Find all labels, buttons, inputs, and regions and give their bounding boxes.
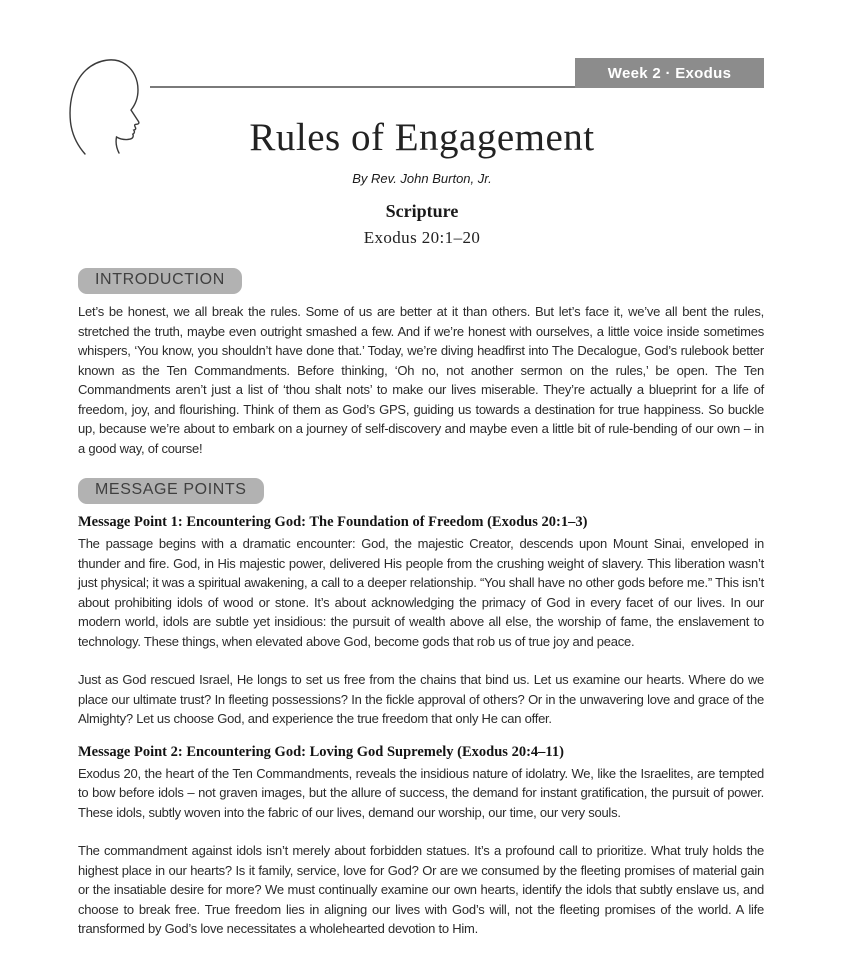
message-point-1-paragraph-1: The passage begins with a dramatic encounter: God, the majestic Creator, descends upon Mount Sinai, enveloped in thunder and fire. God, in His majestic power, delivered His people from the crushing weight of slavery. This liberation wasn’t just physical; it was a spiritual awakening, a call to a deeper relationship. “You shall have no other gods before me.” This isn’t about prohibiting idols of wood or stone. It’s about acknowledging the primacy of God in every facet of our lives. In our modern world, idols are subtle yet insidious: the pursuit of wealth above all else, the worship of fame, the enslavement to technology. These things, when elevated above God, become gods that rob us of true joy and peace. <box>78 536 764 649</box>
message-point-2-heading: Message Point 2: Encountering God: Loving God Supremely (Exodus 20:4–11) <box>78 743 564 760</box>
message-point-1-heading: Message Point 1: Encountering God: The Foundation of Freedom (Exodus 20:1–3) <box>78 514 588 530</box>
message-point-2-paragraph-1: Exodus 20, the heart of the Ten Commandments, reveals the insidious nature of idolatry. We, like the Israelites, are tempted to bow before idols – not graven images, but the allure of success, the demand for instant gratification, the pursuit of power. These idols, subtly woven into the fabric of our lives, demand our worship, our time, our very souls. <box>78 765 764 820</box>
head-profile-icon <box>64 56 158 156</box>
scripture-heading: Scripture <box>385 201 459 221</box>
page-title: Rules of Engagement <box>249 116 595 159</box>
message-point-1-paragraph-2: Just as God rescued Israel, He longs to set us free from the chains that bind us. Let us examine our hearts. Where do we place our ultimate trust? In fleeting possessions? In the fickle approval of others? Or in the unwavering love and grace of the Almighty? Let us choose God, and experience the true freedom that only He can offer. <box>78 672 764 726</box>
week-badge <box>575 58 764 88</box>
introduction-paragraph: Let’s be honest, we all break the rules. Some of us are better at it than others. But let’s face it, we’ve all bent the rules, stretched the truth, maybe even outright smashed a few. And if we’re honest with ourselves, a little voice inside sometimes whispers, ‘You know, you shouldn’t have done that.’ Today, we’re diving headfirst into The Decalogue, God’s rulebook better known as the Ten Commandments. Before thinking, ‘Oh no, not another sermon on the rules,’ be open. The Ten Commandments aren’t just a list of ‘thou shalt nots’ to make our lives miserable. They’re actually a blueprint for a life of freedom, joy, and flourishing. Think of them as God’s GPS, guiding us towards a destination for true happiness. So buckle up, because we’re about to embark on a journey of self-discovery and maybe even a little bit of rule-bending of our own – in a good way, of course! <box>78 304 764 456</box>
week-badge-label: Week 2 · Exodus <box>607 64 732 82</box>
byline: By Rev. John Burton, Jr. <box>352 171 492 186</box>
document-body <box>78 248 764 939</box>
section-tab-message-points: MESSAGE POINTS <box>78 478 264 504</box>
section-tab-introduction: INTRODUCTION <box>78 268 242 294</box>
message-point-2-paragraph-2: The commandment against idols isn’t merely about forbidden statues. It’s a profound call to prioritize. What truly holds the highest place in our hearts? Is it family, service, love for God? Or are we consumed by the fleeting promises of material gain or the insatiable desire for more? We must continually examine our own hearts, identify the idols that subtly enslave us, and choose to break free. True freedom lies in aligning our lives with God’s will, not the fleeting promises of the world. A life transformed by God’s love necessitates a wholehearted devotion to Him. <box>78 843 764 936</box>
scripture-reference: Exodus 20:1–20 <box>363 228 481 247</box>
message-point-2 <box>78 743 764 939</box>
message-point-1 <box>78 513 764 729</box>
